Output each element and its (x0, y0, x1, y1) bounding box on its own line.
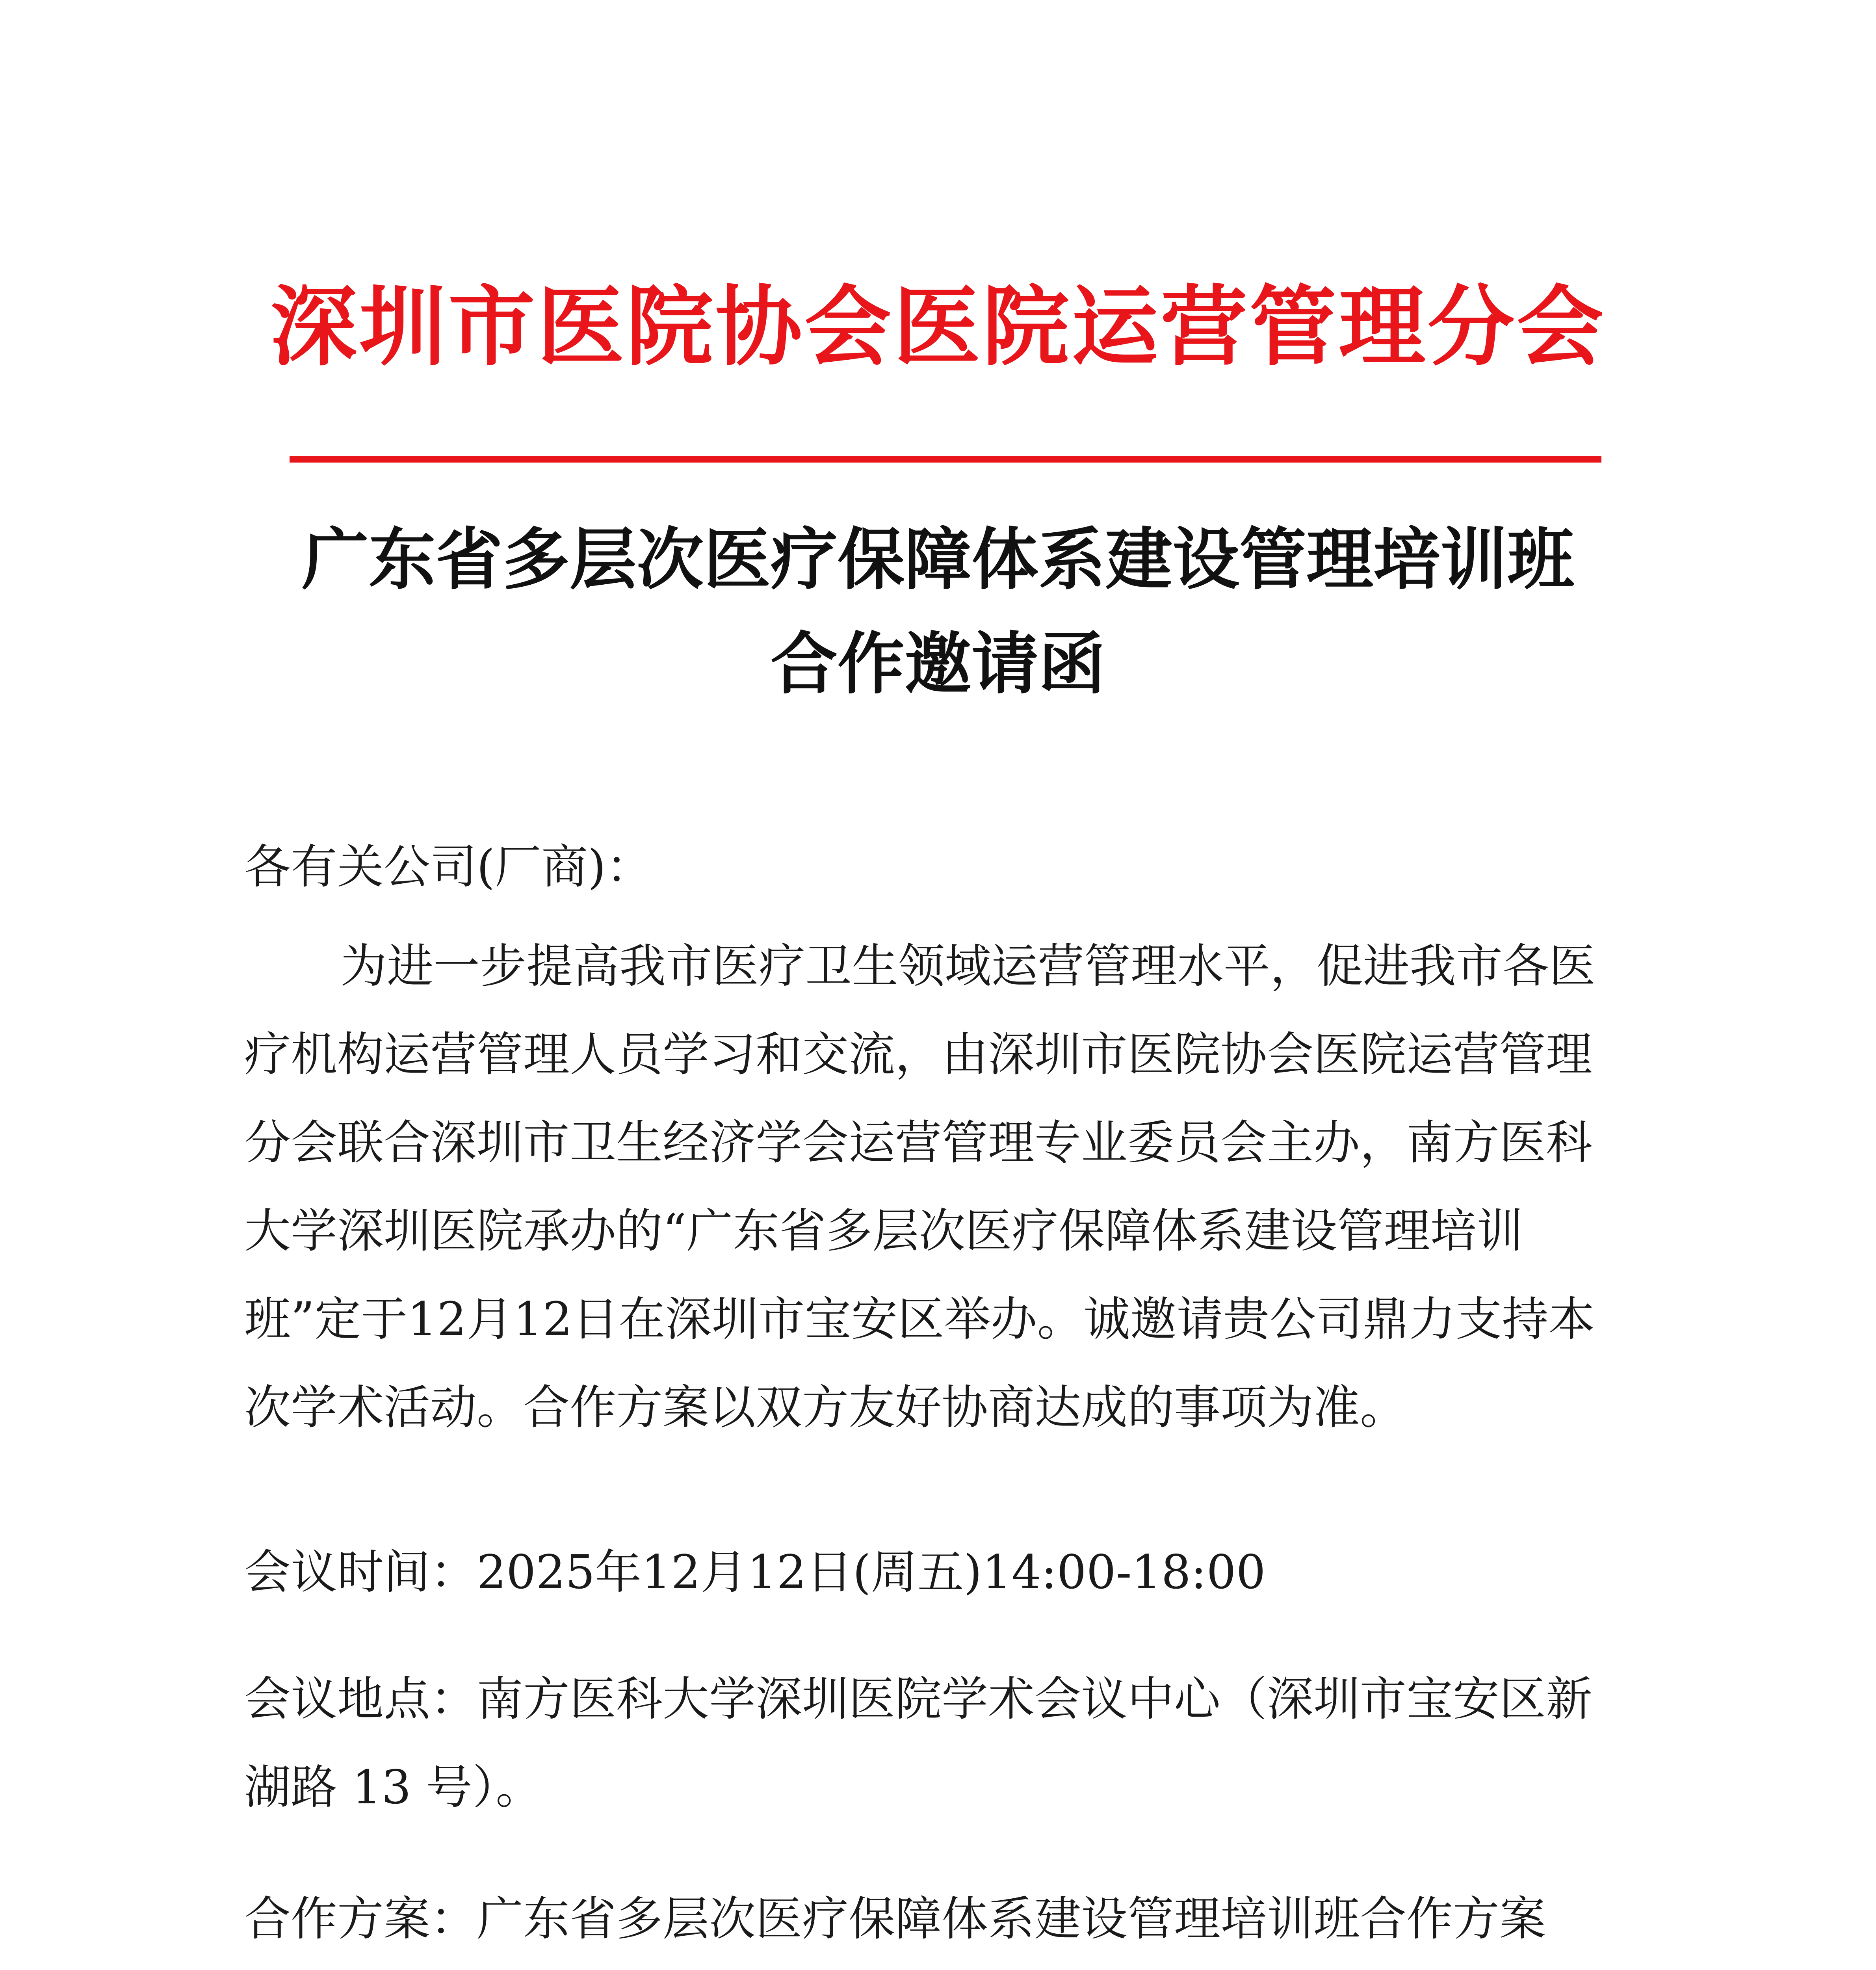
cooperation-plan-link[interactable]: 广东省多层次医疗保障体系建设管理培训班合作方案 (477, 1892, 1546, 1946)
paragraph-line: 分会联合深圳市卫生经济学会运营管理专业委员会主办，南方医科 (244, 1115, 1593, 1170)
salutation: 各有关公司(厂商)： (244, 840, 653, 894)
meeting-place-value-line1: 南方医科大学深圳医院学术会议中心（深圳市宝安区新 (477, 1672, 1593, 1726)
meeting-place-line1 (244, 1655, 1592, 1743)
meeting-time-value: 2025年12月12日(周五)14:00-18:00 (477, 1545, 1266, 1599)
cooperation-plan (244, 1887, 1546, 1950)
cooperation-plan-label: 合作方案： (244, 1892, 477, 1946)
letterhead-org-name: 深圳市医院协会医院运营管理分会 (270, 277, 1606, 377)
document-title-line2: 合作邀请函 (770, 624, 1105, 703)
paragraph-line: 班”定于12月12日在深圳市宝安区举办。诚邀请贵公司鼎力支持本 (244, 1292, 1595, 1346)
paragraph-line: 疗机构运营管理人员学习和交流，由深圳市医院协会医院运营管理 (244, 1027, 1593, 1082)
body-paragraph (244, 922, 1596, 1451)
meeting-place-label: 会议地点： (244, 1672, 477, 1726)
document-title-line1: 广东省多层次医疗保障体系建设管理培训班 (301, 520, 1574, 599)
paragraph-line: 大学深圳医院承办的“广东省多层次医疗保障体系建设管理培训 (244, 1204, 1523, 1258)
meeting-time-label: 会议时间： (244, 1545, 477, 1599)
meeting-time (244, 1541, 1266, 1604)
letterhead-divider (290, 456, 1601, 463)
meeting-place-value-line2: 湖路 13 号）。 (244, 1760, 542, 1814)
meeting-place (244, 1655, 1592, 1831)
paragraph-line: 为进一步提高我市医疗卫生领域运营管理水平，促进我市各医 (340, 939, 1596, 993)
paragraph-line: 次学术活动。合作方案以双方友好协商达成的事项为准。 (244, 1380, 1407, 1435)
